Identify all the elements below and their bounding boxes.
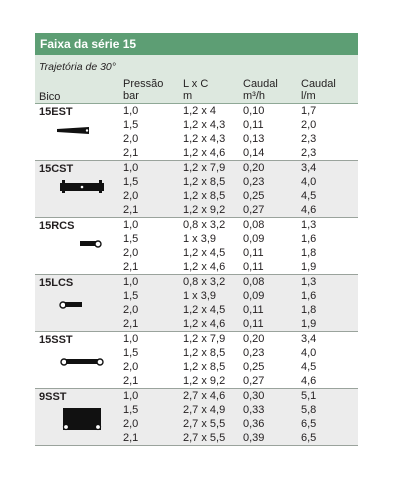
flow-lm-cell: 1,6 [301, 233, 317, 245]
coverage-cell: 1,2 x 9,2 [183, 204, 226, 216]
pressure-cell: 1,0 [123, 219, 139, 231]
pressure-cell: 2,0 [123, 361, 139, 373]
flow-lm-cell: 2,3 [301, 133, 317, 145]
flow-m3h-cell: 0,23 [243, 176, 265, 188]
flow-m3h-cell: 0,08 [243, 219, 265, 231]
pressure-cell: 1,0 [123, 105, 139, 117]
pressure-cell: 2,1 [123, 147, 139, 159]
coverage-cell: 1,2 x 8,5 [183, 176, 226, 188]
table-row [35, 203, 358, 217]
pressure-cell: 1,0 [123, 162, 139, 174]
pressure-cell: 2,0 [123, 418, 139, 430]
flow-lm-cell: 4,6 [301, 375, 317, 387]
pressure-cell: 1,5 [123, 233, 139, 245]
col-header-lxc [183, 78, 208, 102]
flow-lm-cell: 4,5 [301, 361, 317, 373]
table-header [35, 55, 358, 104]
col-header-caudal-lm-unit: l/m [301, 90, 316, 102]
table-row [35, 161, 358, 175]
col-header-pressao [123, 78, 163, 102]
flow-m3h-cell: 0,27 [243, 375, 265, 387]
flow-m3h-cell: 0,14 [243, 147, 265, 159]
trajectory-subtitle: Trajetória de 30° [39, 61, 116, 73]
col-header-caudal-label: Caudal [243, 78, 278, 90]
nozzle-group-15rcs [35, 218, 358, 275]
pressure-cell: 1,5 [123, 119, 139, 131]
table-row [35, 317, 358, 331]
table-row [35, 303, 358, 317]
flow-m3h-cell: 0,33 [243, 404, 265, 416]
table-row [35, 218, 358, 232]
flow-lm-cell: 4,0 [301, 176, 317, 188]
table-row [35, 403, 358, 417]
flow-lm-cell: 1,3 [301, 276, 317, 288]
flow-m3h-cell: 0,10 [243, 105, 265, 117]
flow-lm-cell: 1,6 [301, 290, 317, 302]
table-row [35, 146, 358, 160]
col-header-caudal-lm-label: Caudal [301, 78, 336, 90]
pressure-cell: 2,0 [123, 190, 139, 202]
table-row [35, 246, 358, 260]
coverage-cell: 1,2 x 8,5 [183, 361, 226, 373]
table-row [35, 232, 358, 246]
col-header-caudal-lm [301, 78, 336, 102]
pressure-cell: 2,1 [123, 318, 139, 330]
flow-lm-cell: 1,9 [301, 261, 317, 273]
coverage-cell: 1,2 x 4,6 [183, 318, 226, 330]
pressure-cell: 2,1 [123, 204, 139, 216]
col-header-bico [39, 91, 60, 103]
flow-m3h-cell: 0,11 [243, 247, 264, 259]
flow-lm-cell: 1,8 [301, 304, 317, 316]
pressure-cell: 2,0 [123, 247, 139, 259]
flow-m3h-cell: 0,27 [243, 204, 265, 216]
coverage-cell: 1 x 3,9 [183, 290, 217, 302]
flow-m3h-cell: 0,13 [243, 133, 265, 145]
coverage-cell: 2,7 x 4,6 [183, 390, 226, 402]
coverage-cell: 1,2 x 4,5 [183, 247, 226, 259]
col-header-bico-label: Bico [39, 91, 61, 103]
col-header-caudal [243, 78, 278, 102]
nozzle-name: 15SST [39, 334, 73, 346]
pressure-cell: 1,5 [123, 404, 139, 416]
nozzle-group-15cst [35, 161, 358, 218]
col-header-lxc-label: L x C [183, 78, 209, 90]
coverage-cell: 2,7 x 5,5 [183, 418, 226, 430]
flow-m3h-cell: 0,11 [243, 318, 264, 330]
coverage-cell: 1,2 x 4,3 [183, 119, 226, 131]
nozzle-name: 9SST [39, 391, 67, 403]
flow-lm-cell: 4,0 [301, 347, 317, 359]
coverage-cell: 1,2 x 4,6 [183, 261, 226, 273]
flow-lm-cell: 1,7 [301, 105, 317, 117]
nozzle-group-9sst [35, 389, 358, 446]
flow-m3h-cell: 0,09 [243, 233, 265, 245]
pressure-cell: 1,5 [123, 347, 139, 359]
pressure-cell: 2,0 [123, 304, 139, 316]
nozzle-group-15sst [35, 332, 358, 389]
coverage-cell: 0,8 x 3,2 [183, 219, 226, 231]
coverage-cell: 1,2 x 8,5 [183, 190, 226, 202]
table-row [35, 431, 358, 445]
flow-lm-cell: 3,4 [301, 162, 317, 174]
table-row [35, 289, 358, 303]
flow-lm-cell: 5,8 [301, 404, 317, 416]
table-title: Faixa da série 15 [35, 33, 358, 55]
flow-m3h-cell: 0,30 [243, 390, 265, 402]
coverage-cell: 1,2 x 7,9 [183, 162, 226, 174]
table-row [35, 260, 358, 274]
col-header-caudal-unit: m³/h [243, 90, 265, 102]
flow-m3h-cell: 0,11 [243, 261, 264, 273]
nozzle-name: 15RCS [39, 220, 75, 232]
flow-m3h-cell: 0,11 [243, 119, 264, 131]
coverage-cell: 1,2 x 4 [183, 105, 217, 117]
nozzle-group-15est [35, 104, 358, 161]
flow-lm-cell: 4,6 [301, 204, 317, 216]
flow-lm-cell: 2,0 [301, 119, 317, 131]
flow-m3h-cell: 0,11 [243, 304, 264, 316]
coverage-cell: 2,7 x 4,9 [183, 404, 226, 416]
flow-lm-cell: 6,5 [301, 418, 317, 430]
coverage-cell: 1,2 x 4,5 [183, 304, 226, 316]
pressure-cell: 1,5 [123, 176, 139, 188]
table-row [35, 332, 358, 346]
table-row [35, 132, 358, 146]
col-header-lxc-unit: m [183, 90, 193, 102]
flow-m3h-cell: 0,20 [243, 333, 265, 345]
flow-lm-cell: 2,3 [301, 147, 317, 159]
pressure-cell: 2,1 [123, 432, 139, 444]
flow-lm-cell: 1,8 [301, 247, 317, 259]
flow-m3h-cell: 0,23 [243, 347, 265, 359]
flow-m3h-cell: 0,25 [243, 361, 265, 373]
nozzle-name: 15CST [39, 163, 74, 175]
flow-m3h-cell: 0,20 [243, 162, 265, 174]
pressure-cell: 1,5 [123, 290, 139, 302]
coverage-cell: 1,2 x 9,2 [183, 375, 226, 387]
table-row [35, 374, 358, 388]
table-body [35, 104, 358, 446]
coverage-cell: 1 x 3,9 [183, 233, 217, 245]
col-header-pressao-unit: bar [123, 90, 139, 102]
pressure-cell: 2,0 [123, 133, 139, 145]
flow-m3h-cell: 0,09 [243, 290, 265, 302]
coverage-cell: 1,2 x 8,5 [183, 347, 226, 359]
pressure-cell: 1,0 [123, 390, 139, 402]
table-row [35, 417, 358, 431]
table-row [35, 189, 358, 203]
table-row [35, 175, 358, 189]
pressure-cell: 2,1 [123, 375, 139, 387]
pressure-cell: 1,0 [123, 333, 139, 345]
nozzle-group-15lcs [35, 275, 358, 332]
table-row [35, 104, 358, 118]
flow-m3h-cell: 0,39 [243, 432, 265, 444]
col-header-pressao-label: Pressão [123, 78, 164, 90]
coverage-cell: 1,2 x 4,3 [183, 133, 226, 145]
flow-m3h-cell: 0,25 [243, 190, 265, 202]
nozzle-name: 15LCS [39, 277, 74, 289]
flow-m3h-cell: 0,08 [243, 276, 265, 288]
nozzle-performance-table [35, 33, 358, 446]
table-row [35, 118, 358, 132]
table-row [35, 275, 358, 289]
flow-lm-cell: 1,3 [301, 219, 317, 231]
pressure-cell: 2,1 [123, 261, 139, 273]
table-row [35, 346, 358, 360]
coverage-cell: 2,7 x 5,5 [183, 432, 226, 444]
pressure-cell: 1,0 [123, 276, 139, 288]
flow-m3h-cell: 0,36 [243, 418, 265, 430]
nozzle-name: 15EST [39, 106, 73, 118]
coverage-cell: 1,2 x 4,6 [183, 147, 226, 159]
flow-lm-cell: 3,4 [301, 333, 317, 345]
flow-lm-cell: 6,5 [301, 432, 317, 444]
table-row [35, 360, 358, 374]
table-row [35, 389, 358, 403]
flow-lm-cell: 4,5 [301, 190, 317, 202]
coverage-cell: 0,8 x 3,2 [183, 276, 226, 288]
flow-lm-cell: 5,1 [301, 390, 317, 402]
flow-lm-cell: 1,9 [301, 318, 317, 330]
coverage-cell: 1,2 x 7,9 [183, 333, 226, 345]
